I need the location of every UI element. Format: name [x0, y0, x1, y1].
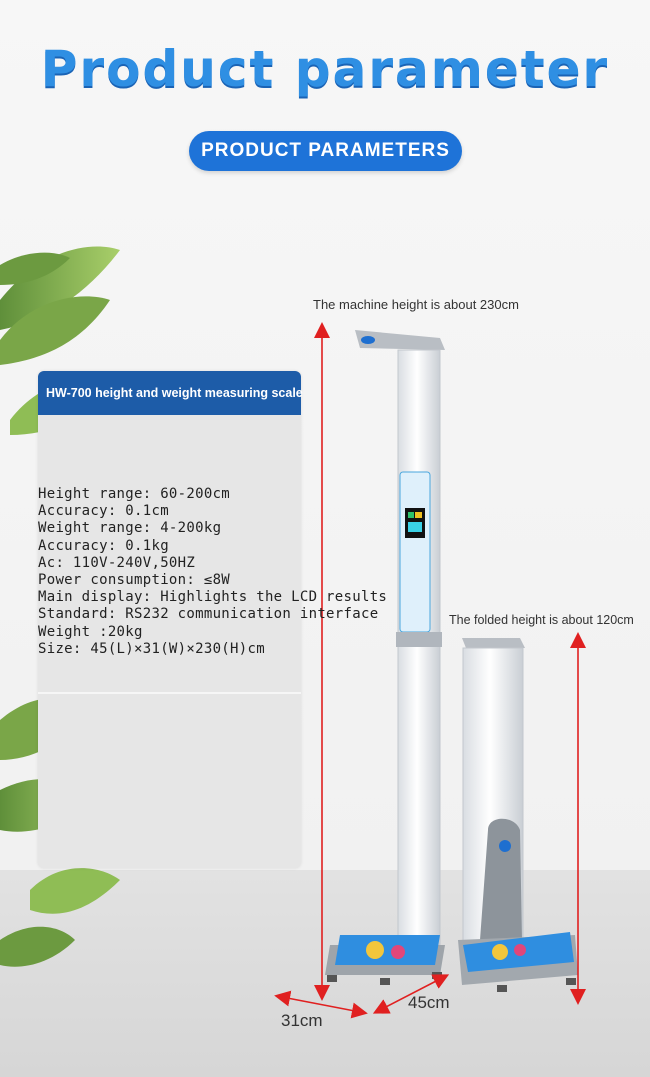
spec-card-title: HW-700 height and weight measuring scale [38, 371, 301, 415]
spec-item: Main display: Highlights the LCD results [38, 589, 388, 606]
product-parameters-button[interactable]: PRODUCT PARAMETERS [189, 131, 462, 171]
spec-item: Standard: RS232 communication interface [38, 606, 379, 623]
spec-item: Accuracy: 0.1cm [38, 503, 169, 520]
width-dimension-label: 31cm [281, 1011, 323, 1030]
scale-machine-folded [458, 638, 578, 992]
page-title: Product parameter [40, 40, 610, 98]
spec-item: Ac: 110V-240V,50HZ [38, 554, 196, 571]
width-arrow [282, 997, 360, 1012]
spec-list [38, 486, 387, 658]
spec-item: Weight :20kg [38, 623, 143, 640]
spec-item: Power consumption: ≤8W [38, 572, 231, 589]
spec-item: Accuracy: 0.1kg [38, 537, 169, 554]
spec-item: Size: 45(L)×31(W)×230(H)cm [38, 640, 265, 657]
spec-item: Weight range: 4-200kg [38, 520, 222, 537]
spec-item: Height range: 60-200cm [38, 486, 231, 502]
folded-height-label: The folded height is about 120cm [449, 613, 634, 627]
machine-height-label: The machine height is about 230cm [313, 297, 519, 312]
depth-dimension-label: 45cm [408, 993, 450, 1012]
spec-card-divider [38, 692, 301, 694]
